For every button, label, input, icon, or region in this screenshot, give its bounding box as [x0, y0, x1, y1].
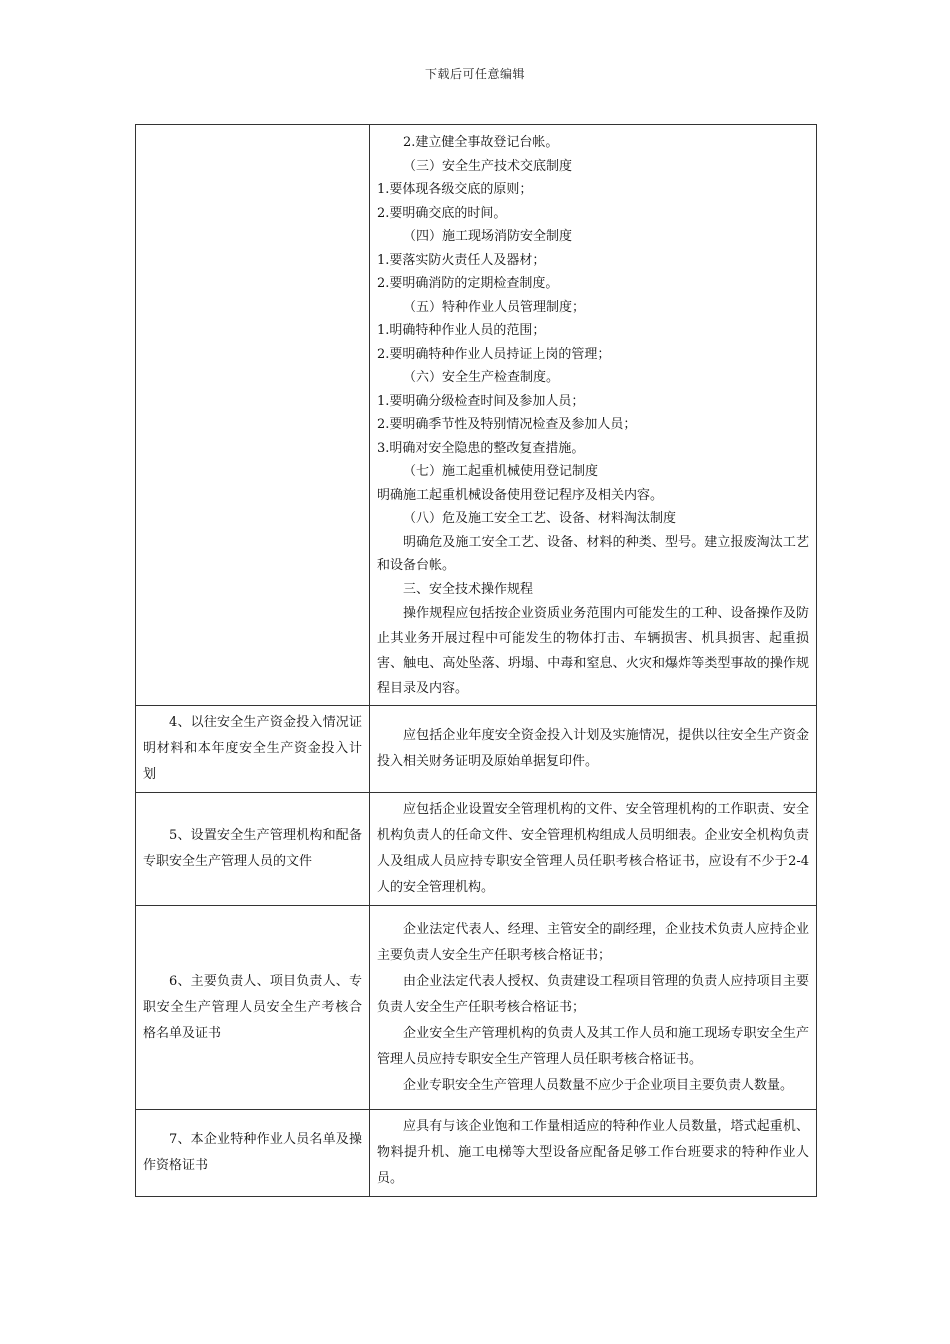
table-row: [136, 906, 817, 1110]
paragraph: 操作规程应包括按企业资质业务范围内可能发生的工种、设备操作及防止其业务开展过程中可能发生的物体打击、车辆损害、机具损害、起重损害、触电、高处坠落、坍塌、中毒和窒息、火灾和爆炸等类型事故的操作规程目录及内容。: [377, 606, 809, 696]
section-heading: （七）施工起重机械使用登记制度: [403, 464, 599, 479]
list-item: 2.要明确交底的时间。: [377, 205, 507, 221]
list-item: 1.要体现各级交底的原则；: [377, 182, 533, 197]
section-heading: （三）安全生产技术交底制度: [403, 158, 573, 174]
row-label: 6、主要负责人、项目负责人、专职安全生产管理人员安全生产考核合格名单及证书: [136, 906, 370, 1110]
paragraph: 明确危及施工安全工艺、设备、材料的种类、型号。建立报废淘汰工艺和设备台帐。: [377, 534, 809, 573]
row-label: [136, 125, 370, 706]
list-item: 2.要明确消防的定期检查制度。: [377, 276, 559, 291]
table-row: [136, 125, 817, 706]
list-item: 2.要明确特种作业人员持证上岗的管理；: [377, 346, 611, 362]
page-header: 下载后可任意编辑: [424, 67, 525, 81]
row-content: [370, 125, 817, 706]
row-content: 应包括企业设置安全管理机构的文件、安全管理机构的工作职责、安全机构负责人的任命文件、安全管理机构组成人员明细表。企业安全机构负责人及组成人员应持专职安全管理人员任职考核合格证书，应设有不少于2-4人的安全管理机构。: [370, 793, 817, 906]
row-content: 应具有与该企业饱和工作量相适应的特种作业人员数量，塔式起重机、物料提升机、施工电梯等大型设备应配备足够工作台班要求的特种作业人员。: [370, 1110, 817, 1197]
table-row: [136, 706, 817, 793]
section-heading: （四）施工现场消防安全制度: [403, 229, 573, 244]
list-item: 1.要明确分级检查时间及参加人员；: [377, 393, 585, 409]
list-item: 2.建立健全事故登记台帐。: [403, 135, 559, 150]
row-label: 5、设置安全生产管理机构和配备专职安全生产管理人员的文件: [136, 793, 370, 906]
list-item: 2.要明确季节性及特别情况检查及参加人员；: [377, 417, 637, 432]
row-content: 企业法定代表人、经理、主管安全的副经理，企业技术负责人应持企业主要负责人安全生产任职考核合格证书； 由企业法定代表人授权、负责建设工程项目管理的负责人应持项目主要负责人安全生产任职考核合格证书； 企业安全生产管理机构的负责人及其工作人员和施工现场专职安全生产管理人员应持专职安全生产管理人员任职考核合格证书。 企业专职安全生产管理人员数量不应少于企业项目主要负责人数量。: [370, 906, 817, 1110]
row-content: 应包括企业年度安全资金投入计划及实施情况，提供以往安全生产资金投入相关财务证明及原始单据复印件。: [370, 706, 817, 793]
section-heading: 三、安全技术操作规程: [403, 581, 534, 597]
section-heading: （五）特种作业人员管理制度；: [403, 299, 586, 315]
list-item: 明确施工起重机械设备使用登记程序及相关内容。: [377, 487, 664, 503]
list-item: 1.要落实防火责任人及器材；: [377, 252, 546, 268]
table-row: [136, 793, 817, 906]
row-label: 4、以往安全生产资金投入情况证明材料和本年度安全生产资金投入计划: [136, 706, 370, 793]
requirements-table: [135, 124, 817, 1197]
section-heading: （八）危及施工安全工艺、设备、材料淘汰制度: [403, 511, 677, 526]
table-row: [136, 1110, 817, 1197]
list-item: 3.明确对安全隐患的整改复查措施。: [377, 440, 585, 456]
row-label: 7、本企业特种作业人员名单及操作资格证书: [136, 1110, 370, 1197]
list-item: 1.明确特种作业人员的范围；: [377, 323, 546, 338]
section-heading: （六）安全生产检查制度。: [403, 370, 560, 385]
